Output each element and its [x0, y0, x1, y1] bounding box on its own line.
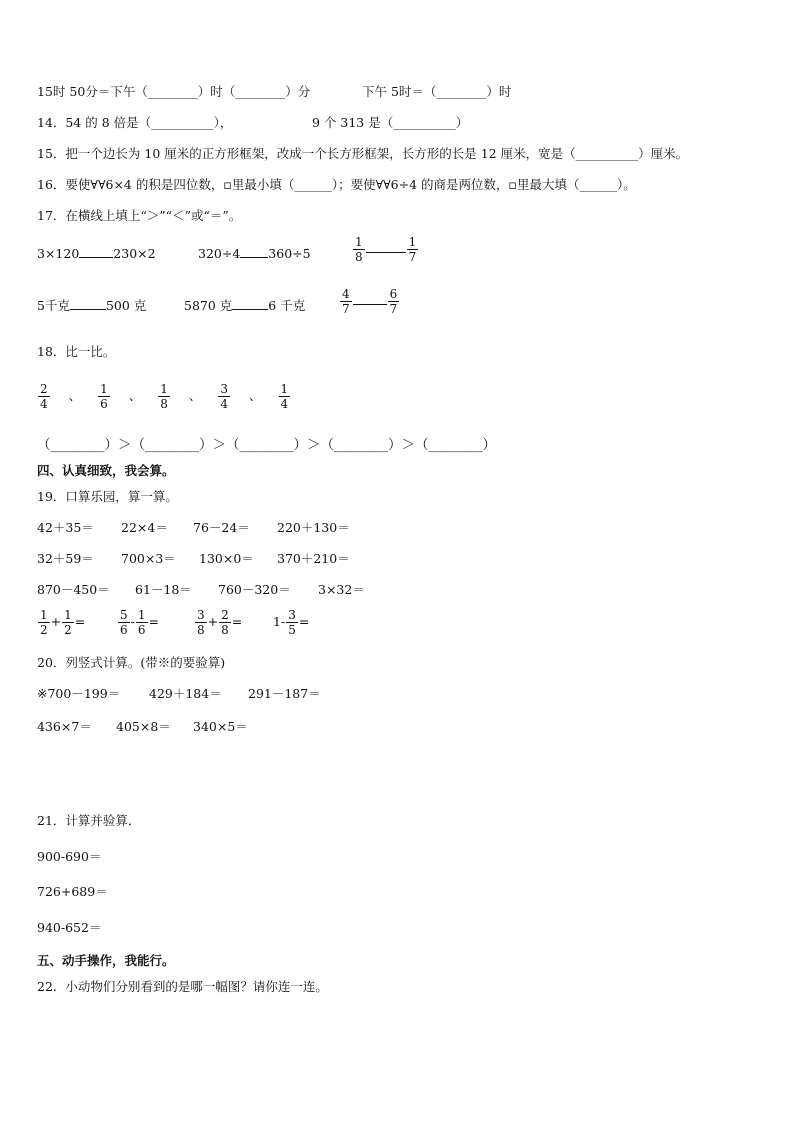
compare-item-4	[37, 297, 146, 314]
fraction: $\frac{1}{6}$	[100, 382, 108, 411]
vertical-calc-item: 405×8＝	[116, 719, 171, 734]
compare-right: 500 克	[105, 298, 147, 313]
mental-math-item: 22×4＝	[121, 520, 168, 535]
compare-right: 6 千克	[268, 298, 306, 313]
fraction: $\frac{1}{8}$	[160, 382, 168, 411]
mental-math-item: 3×32＝	[318, 582, 365, 597]
answer-blank[interactable]	[70, 297, 106, 310]
compare-item-6	[339, 287, 400, 316]
question-18-title: 18．比一比。	[37, 344, 116, 359]
mental-math-item: 760－320＝	[218, 582, 291, 597]
compare-item-5	[184, 297, 305, 314]
question-16: 16．要使∀∀6×4 的积是四位数，▫里最小填（______）；要使∀∀6÷4 的商是两位数，▫里最大填（______）。	[37, 177, 636, 192]
answer-blank[interactable]	[232, 297, 268, 310]
compare-item-3	[352, 235, 419, 264]
question-15: 15．把一个边长为 10 厘米的正方形框架，改成一个长方形框架，长方形的长是 12 厘米，宽是（__________）厘米。	[37, 146, 689, 161]
fraction: $\frac{6}{7}$	[389, 287, 398, 316]
vertical-calc-item: 436×7＝	[37, 719, 92, 734]
mental-math-item: 61－18＝	[135, 582, 192, 597]
mental-math-item: 220＋130＝	[277, 520, 350, 535]
fraction-expression: 1- $\frac{3}{5}$ =	[273, 608, 310, 637]
question-17-title: 17．在横线上填上“＞”“＜”或“＝”。	[37, 208, 242, 223]
separator: 、	[68, 388, 82, 403]
question-19-title: 19．口算乐园，算一算。	[37, 489, 178, 504]
separator: 、	[188, 388, 202, 403]
fraction: $\frac{1}{4}$	[280, 382, 289, 411]
fraction-expression: $\frac{3}{8}$ + $\frac{2}{8}$ =	[197, 608, 243, 637]
separator: 、	[128, 388, 142, 403]
question-20-title: 20．列竖式计算。(带※的要验算)	[37, 655, 226, 670]
compare-left: 5870 克	[184, 298, 233, 313]
mental-math-item: 76－24＝	[193, 520, 250, 535]
fraction-expression: $\frac{1}{2}$ + $\frac{1}{2}$ =	[40, 608, 86, 637]
compare-right: 360÷5	[268, 246, 311, 261]
vertical-calc-item: 429＋184＝	[149, 686, 222, 701]
mental-math-item: 870－450＝	[37, 582, 110, 597]
vertical-calc-item: 340×5＝	[193, 719, 248, 734]
compare-left: 5千克	[37, 298, 70, 313]
question-21-title: 21．计算并验算．	[37, 813, 141, 828]
section-5-heading: 五、动手操作，我能行。	[37, 953, 175, 968]
fraction: $\frac{3}{4}$	[220, 382, 229, 411]
compare-item-1	[37, 245, 156, 262]
fraction-list	[37, 382, 291, 411]
mental-math-item: 700×3＝	[121, 551, 176, 566]
mental-math-item: 130×0＝	[199, 551, 254, 566]
answer-blank[interactable]	[79, 245, 113, 258]
question-14-part-a: 14．54 的 8 倍是（__________），	[37, 115, 233, 130]
question-22: 22．小动物们分别看到的是哪一幅图？请你连一连。	[37, 979, 328, 994]
check-calc-item: 726+689＝	[37, 884, 108, 899]
compare-left: 3×120	[37, 246, 80, 261]
ordering-answer[interactable]: （________）＞（________）＞（________）＞（________）＞（________）	[37, 437, 496, 453]
time-question-1: 15时 50分＝下午（________）时（________）分	[37, 84, 311, 99]
vertical-calc-item: ※700－199＝	[37, 686, 121, 701]
compare-item-2	[198, 245, 311, 262]
compare-left: 320÷4	[198, 246, 241, 261]
fraction: $\frac{1}{7}$	[408, 235, 417, 264]
check-calc-item: 940-652＝	[37, 920, 102, 935]
fraction: $\frac{2}{4}$	[40, 382, 48, 411]
mental-math-item: 370＋210＝	[277, 551, 350, 566]
check-calc-item: 900-690＝	[37, 849, 102, 864]
fraction: $\frac{4}{7}$	[342, 287, 350, 316]
mental-math-item: 42＋35＝	[37, 520, 94, 535]
answer-blank[interactable]	[353, 292, 387, 305]
fraction: $\frac{1}{8}$	[355, 235, 363, 264]
time-question-2: 下午 5时＝（________）时	[362, 84, 512, 99]
answer-blank[interactable]	[240, 245, 268, 258]
fraction-expression: $\frac{5}{6}$ - $\frac{1}{6}$ =	[120, 608, 159, 637]
section-4-heading: 四、认真细致，我会算。	[37, 463, 175, 478]
compare-right: 230×2	[113, 246, 156, 261]
question-14-part-b: 9 个 313 是（__________）	[312, 115, 469, 130]
vertical-calc-item: 291－187＝	[248, 686, 321, 701]
answer-blank[interactable]	[366, 240, 406, 253]
separator: 、	[249, 388, 262, 403]
mental-math-item: 32＋59＝	[37, 551, 94, 566]
